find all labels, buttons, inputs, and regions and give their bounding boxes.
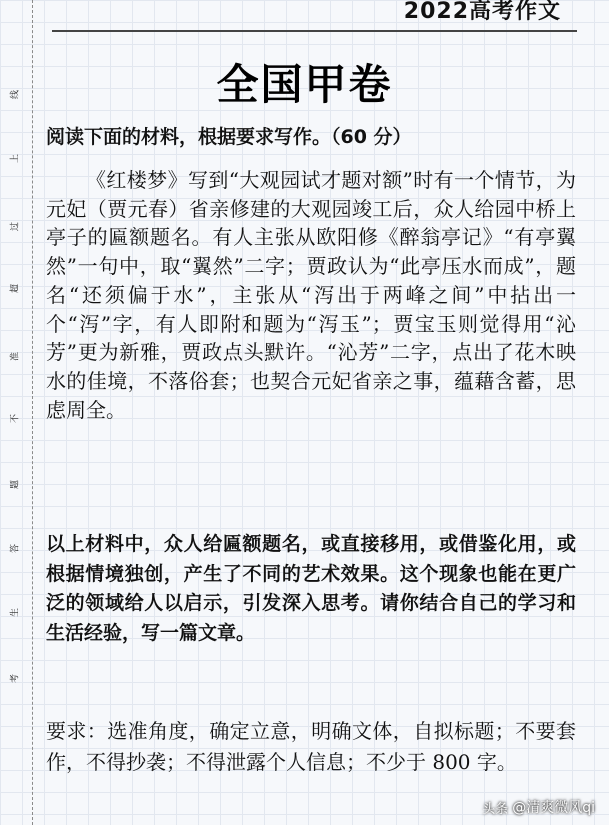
margin-label: 线 xyxy=(10,90,21,100)
margin-label: 准 xyxy=(10,352,21,362)
margin-label: 上 xyxy=(10,154,21,164)
watermark-handle: @清爽微风qi xyxy=(512,800,595,816)
prompt-instruction: 阅读下面的材料，根据要求写作。（60 分） xyxy=(46,126,412,148)
material-paragraph: 《红楼梦》写到“大观园试才题对额”时有一个情节，为元妃（贾元春）省亲修建的大观园竣工后，众人给园中桥上亭子的匾额题名。有人主张从欧阳修《醉翁亭记》“有亭翼然”一句中，取“翼然”二字；贾政认为“此亭压水而成”，题名“还须偏于水”，主张从“泻出于两峰之间”中拈出一个“泻”字，有人即附和题为“泻玉”；贾宝玉则觉得用“沁芳”更为新雅，贾政点头默许。“沁芳”二字，点出了花木映水的佳境，不落俗套；也契合元妃省亲之事，蕴藉含蓄，思虑周全。 xyxy=(46,168,576,422)
page-title: 全国甲卷 xyxy=(216,60,393,109)
margin-label: 题 xyxy=(10,480,21,490)
watermark xyxy=(482,797,595,817)
header-divider xyxy=(52,30,577,32)
margin-label: 生 xyxy=(10,608,21,618)
margin-label: 考 xyxy=(10,674,21,684)
margin-label: 超 xyxy=(10,284,21,294)
margin-label: 答 xyxy=(10,544,21,554)
watermark-source: 头条 xyxy=(482,801,509,817)
margin-label: 不 xyxy=(10,414,21,424)
task-paragraph: 以上材料中，众人给匾额题名，或直接移用，或借鉴化用，或根据情境独创，产生了不同的艺术效果。这个现象也能在更广泛的领域给人以启示，引发深入思考。请你结合自己的学习和生活经验，写一篇文章。 xyxy=(46,533,576,644)
requirement-paragraph: 要求：选准角度，确定立意，明确文体，自拟标题；不要套作，不得抄袭；不得泄露个人信息；不少于 800 字。 xyxy=(46,719,576,774)
margin-label: 过 xyxy=(10,222,21,232)
year-header: 2022高考作文 xyxy=(403,0,561,24)
binding-margin xyxy=(0,0,33,825)
